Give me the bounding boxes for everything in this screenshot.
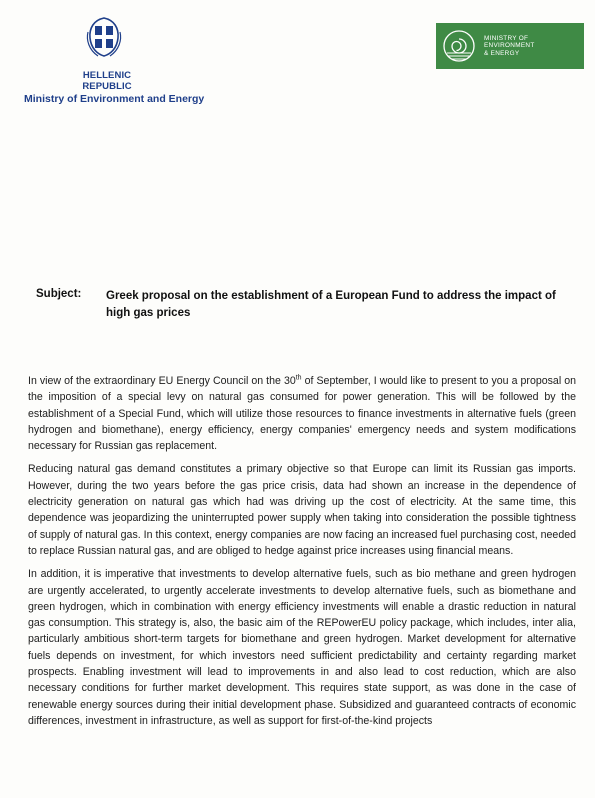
body-paragraph-2: Reducing natural gas demand constitutes a primary objective so that Europe can limit its Russian gas imports. However, during the two years before the gas price crisis, data had shown an increase in the dependence of electricity generation on natural gas which had was driving up the cost of electricity. At the same time, this dependence was jeopardizing the uninterrupted power supply when taking into consideration the possible tightness of supply of natural gas. In this context, energy companies are now facing an increased fuel purchasing cost, needed to replace Russian natural gas, and are obliged to hedge against price increases using financial means. [28,463,576,557]
ministry-name: Ministry of Environment and Energy [24,93,205,105]
paragraph-1-start: In view of the extraordinary EU Energy Council on the 30 [28,375,296,387]
sun-spiral-logo-icon [442,29,476,63]
logo-text: MINISTRY OF ENVIRONMENT & ENERGY [484,34,535,57]
body-paragraph-1 [28,373,576,454]
hellenic-republic-title: HELLENIC REPUBLIC [82,70,132,92]
ministry-logo [436,23,584,69]
ordinal-suffix: th [295,374,302,382]
subject-text: Greek proposal on the establishment of a European Fund to address the impact of high gas prices [106,290,556,319]
paragraph-1-rest: of September, I would like to present to you a proposal on the imposition of a special levy on natural gas consumed for power generation. This will be followed by the establishment of a Special Fund, which will utilize those resources to finance investments in alternative fuels (green hydrogen and biomethane), energy efficiency, energy companies' emergency needs and system modifications necessary for Russian gas replacement. [28,375,576,453]
letter-body [28,373,576,736]
greek-coat-of-arms-icon [84,14,124,60]
subject-label: Subject: [36,288,82,300]
body-paragraph-3: In addition, it is imperative that investments to develop alternative fuels, such as bio methane and green hydrogen are urgently accelerated, to urgently accelerate investments to develop alternative fuels, such as biomethane and green hydrogen, which in combination with energy efficiency investments will enable a drastic reduction in natural gas consumption. This strategy is, also, the basic aim of the REPowerEU policy package, which includes, inter alia, particularly ambitious short-term targets for biomethane and green hydrogen. Market development for alternative fuels depends on investment, for which investors need sufficient predictability and certainty regarding market prospects. Enabling investment will lead to improvements in and also lead to cost reduction, which are also necessary conditions for further market development. This requires state support, as was done in the case of renewable energy sources during their initial development phase. Subsidized and guaranteed contracts of economic differences, investment in infrastructure, as well as support for first-of-the-kind projects [28,568,576,727]
